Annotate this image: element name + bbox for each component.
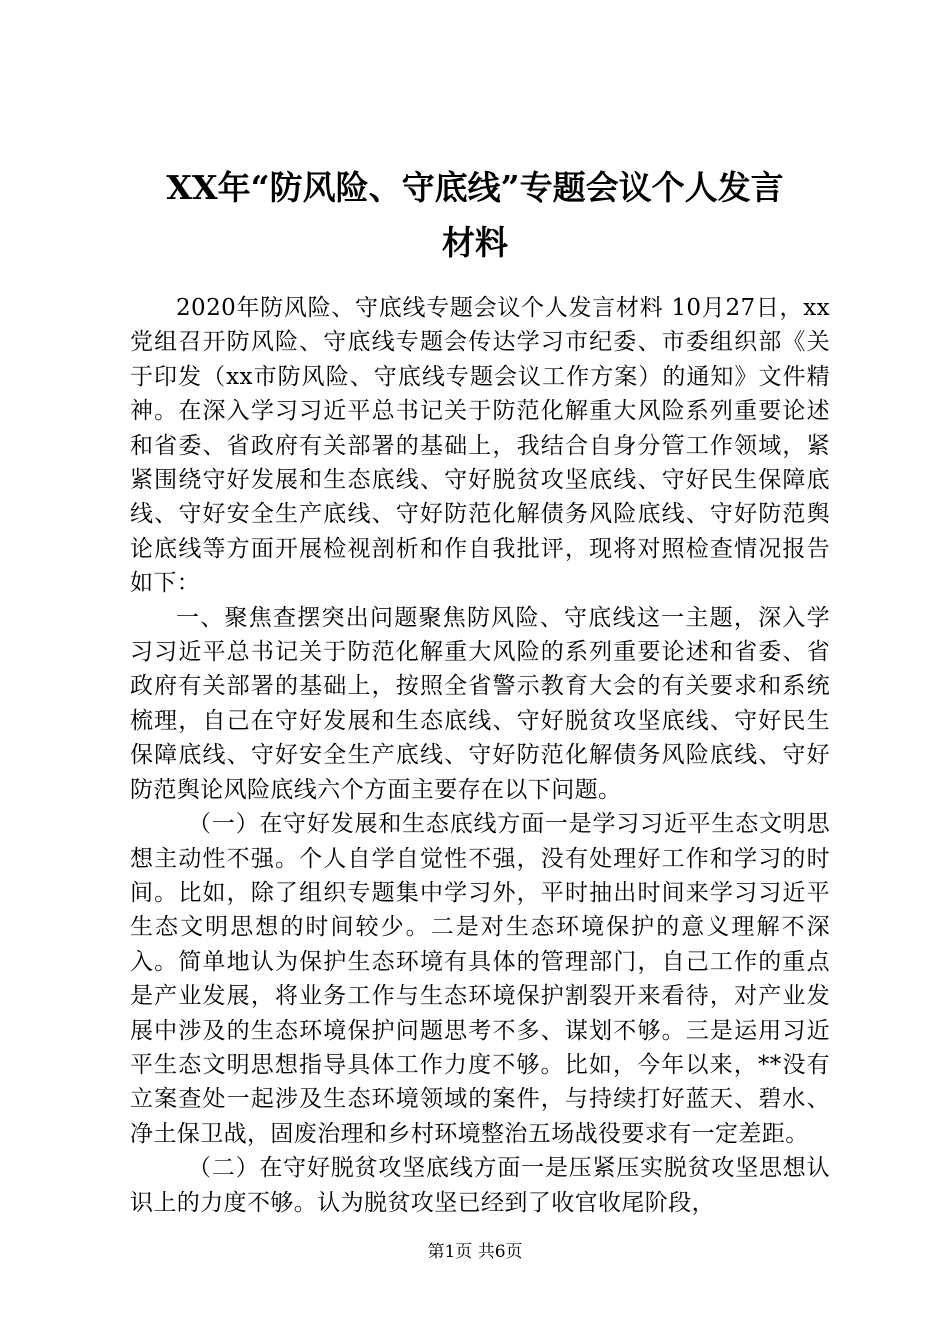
- paragraph-intro: 2020年防风险、守底线专题会议个人发言材料 10月27日，xx党组召开防风险、守底线专题会传达学习市纪委、市委组织部《关于印发（xx市防风险、守底线专题会议工作方案）的通知》文件精神。在深入学习习近平总书记关于防范化解重大风险系列重要论述和省委、省政府有关部署的基础上，我结合自身分管工作领域，紧紧围绕守好发展和生态底线、守好脱贫攻坚底线、守好民生保障底线、守好安全生产底线、守好防范化解债务风险底线、守好防范舆论底线等方面开展检视剖析和作自我批评，现将对照检查情况报告如下：: [130, 295, 830, 597]
- title-line-1: XX年“防风险、守底线”专题会议个人发言: [166, 168, 784, 207]
- title-line-2: 材料: [442, 223, 508, 262]
- paragraph-section-one: 一、聚焦查摆突出问题聚焦防风险、守底线这一主题，深入学习习近平总书记关于防范化解重大风险的系列重要论述和省委、省政府有关部署的基础上，按照全省警示教育大会的有关要求和系统梳理，自己在守好发展和生态底线、守好脱贫攻坚底线、守好民生保障底线、守好安全生产底线、守好防范化解债务风险底线、守好防范舆论风险底线六个方面主要存在以下问题。: [130, 604, 830, 803]
- page-number-footer: 第1页 共6页: [427, 1242, 523, 1262]
- document-body: [130, 291, 830, 1220]
- paragraph-subsection-two: （二）在守好脱贫攻坚底线方面一是压紧压实脱贫攻坚思想认识上的力度不够。认为脱贫攻坚已经到了收官收尾阶段，: [130, 1155, 830, 1216]
- paragraph-subsection-one: （一）在守好发展和生态底线方面一是学习习近平生态文明思想主动性不强。个人自学自觉性不强，没有处理好工作和学习的时间。比如，除了组织专题集中学习外，平时抽出时间来学习习近平生态文明思想的时间较少。二是对生态环境保护的意义理解不深入。简单地认为保护生态环境有具体的管理部门，自己工作的重点是产业发展，将业务工作与生态环境保护割裂开来看待，对产业发展中涉及的生态环境保护问题思考不多、谋划不够。三是运用习近平生态文明思想指导具体工作力度不够。比如，今年以来，**没有立案查处一起涉及生态环境领域的案件，与持续打好蓝天、碧水、净土保卫战，固废治理和乡村环境整治五场战役要求有一定差距。: [130, 811, 830, 1147]
- document-title: [100, 160, 850, 270]
